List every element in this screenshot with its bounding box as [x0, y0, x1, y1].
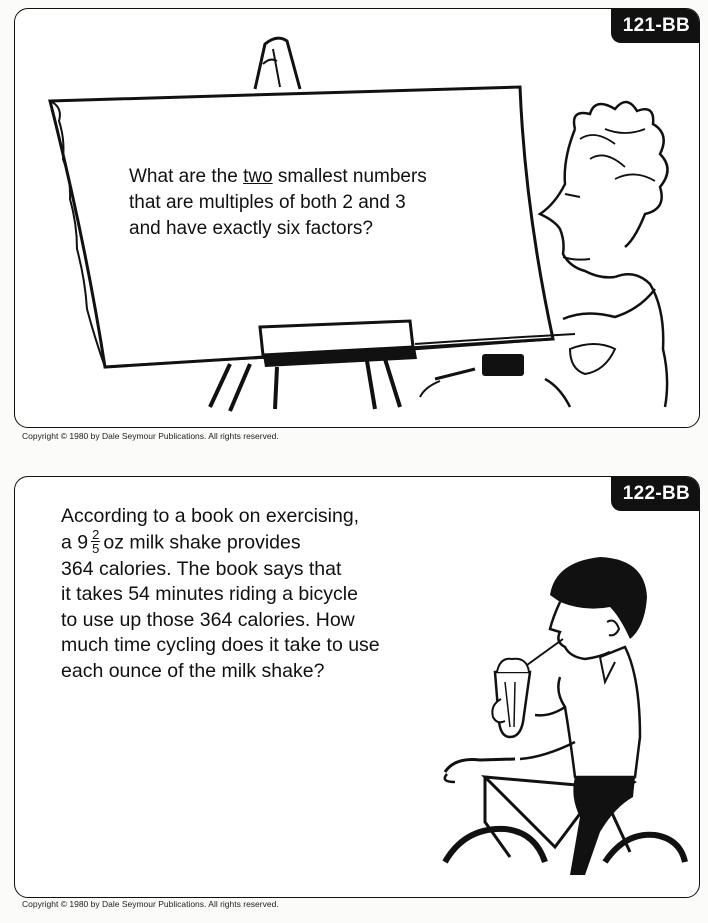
boy-bicycle-illustration: [15, 477, 699, 897]
copyright-notice: Copyright © 1980 by Dale Seymour Publications. All rights reserved.: [22, 431, 279, 441]
question-line-5: to use up those 364 calories. How: [61, 608, 355, 631]
copyright-notice: Copyright © 1980 by Dale Seymour Publications. All rights reserved.: [22, 899, 279, 909]
question-line-6: much time cycling does it take to use: [61, 634, 380, 656]
question-line-3: 364 calories. The book says that: [61, 557, 342, 580]
card-121: [14, 8, 700, 428]
question-line-7: each ounce of the milk shake?: [61, 659, 325, 682]
question-line-1: What are the two smallest numbers: [129, 166, 427, 187]
question-line-2: a 9 $\frac{2}{5}$ oz milk shake provides: [61, 526, 301, 556]
question-line-3: and have exactly six factors?: [129, 218, 373, 239]
mixed-fraction: $\frac{2}{5}$: [92, 526, 100, 556]
card-122: [14, 476, 700, 898]
card-id-badge: 122-BB: [611, 476, 700, 511]
question-line-2: that are multiples of both 2 and 3: [129, 192, 406, 213]
underlined-word: two: [243, 166, 273, 187]
question-line-4: it takes 54 minutes riding a bicycle: [61, 583, 358, 605]
card-id-badge: 121-BB: [611, 8, 700, 43]
question-line-1: According to a book on exercising,: [61, 505, 360, 527]
question-text: [129, 164, 427, 242]
